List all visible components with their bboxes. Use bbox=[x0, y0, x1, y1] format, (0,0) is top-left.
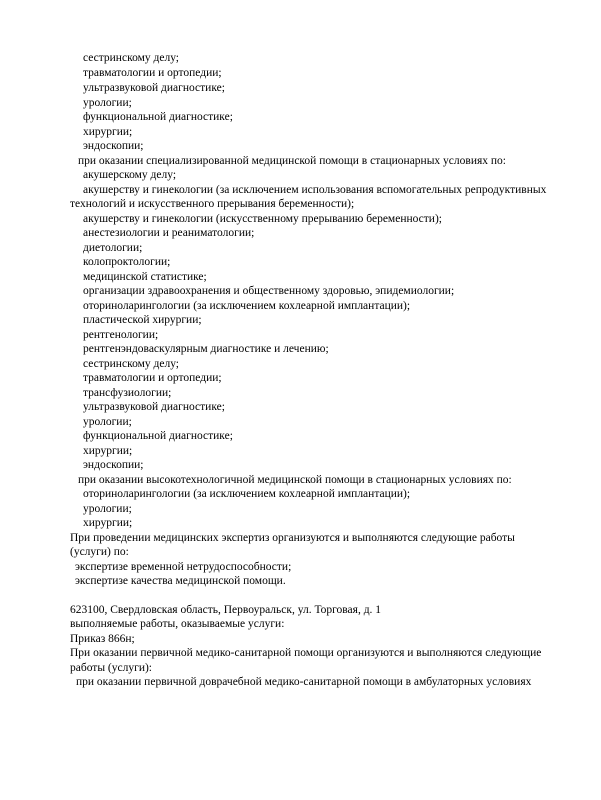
text-line: экспертизе качества медицинской помощи. bbox=[75, 575, 286, 587]
text-line: диетологии; bbox=[83, 242, 143, 254]
text-line: пластической хирургии; bbox=[83, 314, 202, 326]
section-heading: при оказании специализированной медицинской помощи в стационарных условиях по: bbox=[78, 155, 506, 167]
address-line: 623100, Свердловская область, Первоуральск, ул. Торговая, д. 1 bbox=[70, 604, 382, 616]
text-line: хирургии; bbox=[83, 126, 133, 138]
section-heading: при оказании первичной доврачебной медико-санитарной помощи в амбулаторных условиях bbox=[76, 676, 532, 688]
text-line: урологии; bbox=[83, 503, 132, 515]
text-line: хирургии; bbox=[83, 517, 133, 529]
text-line: технологий и искусственного прерывания беременности); bbox=[70, 198, 355, 210]
text-line: акушерству и гинекологии (за исключением использования вспомогательных репродуктивных bbox=[83, 184, 547, 196]
text-line: оториноларингологии (за исключением кохлеарной имплантации); bbox=[83, 300, 411, 312]
text-line: При оказании первичной медико-санитарной помощи организуются и выполняются следующие bbox=[70, 647, 542, 659]
section-heading: при оказании высокотехнологичной медицинской помощи в стационарных условиях по: bbox=[78, 474, 512, 486]
text-line: эндоскопии; bbox=[83, 459, 144, 471]
text-line: рентгенологии; bbox=[83, 329, 159, 341]
text-line: анестезиологии и реаниматологии; bbox=[83, 227, 255, 239]
text-line: акушерству и гинекологии (искусственному прерыванию беременности); bbox=[83, 213, 442, 225]
section-heading: При проведении медицинских экспертиз организуются и выполняются следующие работы bbox=[70, 532, 515, 544]
text-line: организации здравоохранения и общественному здоровью, эпидемиологии; bbox=[83, 285, 455, 297]
text-line: выполняемые работы, оказываемые услуги: bbox=[70, 618, 285, 630]
text-line: работы (услуги): bbox=[70, 662, 152, 674]
text-line: акушерскому делу; bbox=[83, 169, 177, 181]
text-line: медицинской статистике; bbox=[83, 271, 207, 283]
text-line: трансфузиологии; bbox=[83, 387, 172, 399]
text-line: травматологии и ортопедии; bbox=[83, 372, 222, 384]
text-line: урологии; bbox=[83, 416, 132, 428]
text-line: рентгенэндоваскулярным диагностике и лечению; bbox=[83, 343, 329, 355]
text-line: (услуги) по: bbox=[70, 546, 129, 558]
text-line: ультразвуковой диагностике; bbox=[83, 401, 225, 413]
text-line: эндоскопии; bbox=[83, 140, 144, 152]
text-line: ультразвуковой диагностике; bbox=[83, 82, 225, 94]
text-line: хирургии; bbox=[83, 445, 133, 457]
text-line: экспертизе временной нетрудоспособности; bbox=[75, 561, 292, 573]
text-line: урологии; bbox=[83, 97, 132, 109]
text-line: сестринскому делу; bbox=[83, 52, 179, 64]
text-line: оториноларингологии (за исключением кохлеарной имплантации); bbox=[83, 488, 411, 500]
text-line: функциональной диагностике; bbox=[83, 430, 233, 442]
text-line: колопроктологии; bbox=[83, 256, 171, 268]
text-line: функциональной диагностике; bbox=[83, 111, 233, 123]
text-line: Приказ 866н; bbox=[70, 633, 135, 645]
text-line: сестринскому делу; bbox=[83, 358, 179, 370]
text-line: травматологии и ортопедии; bbox=[83, 67, 222, 79]
